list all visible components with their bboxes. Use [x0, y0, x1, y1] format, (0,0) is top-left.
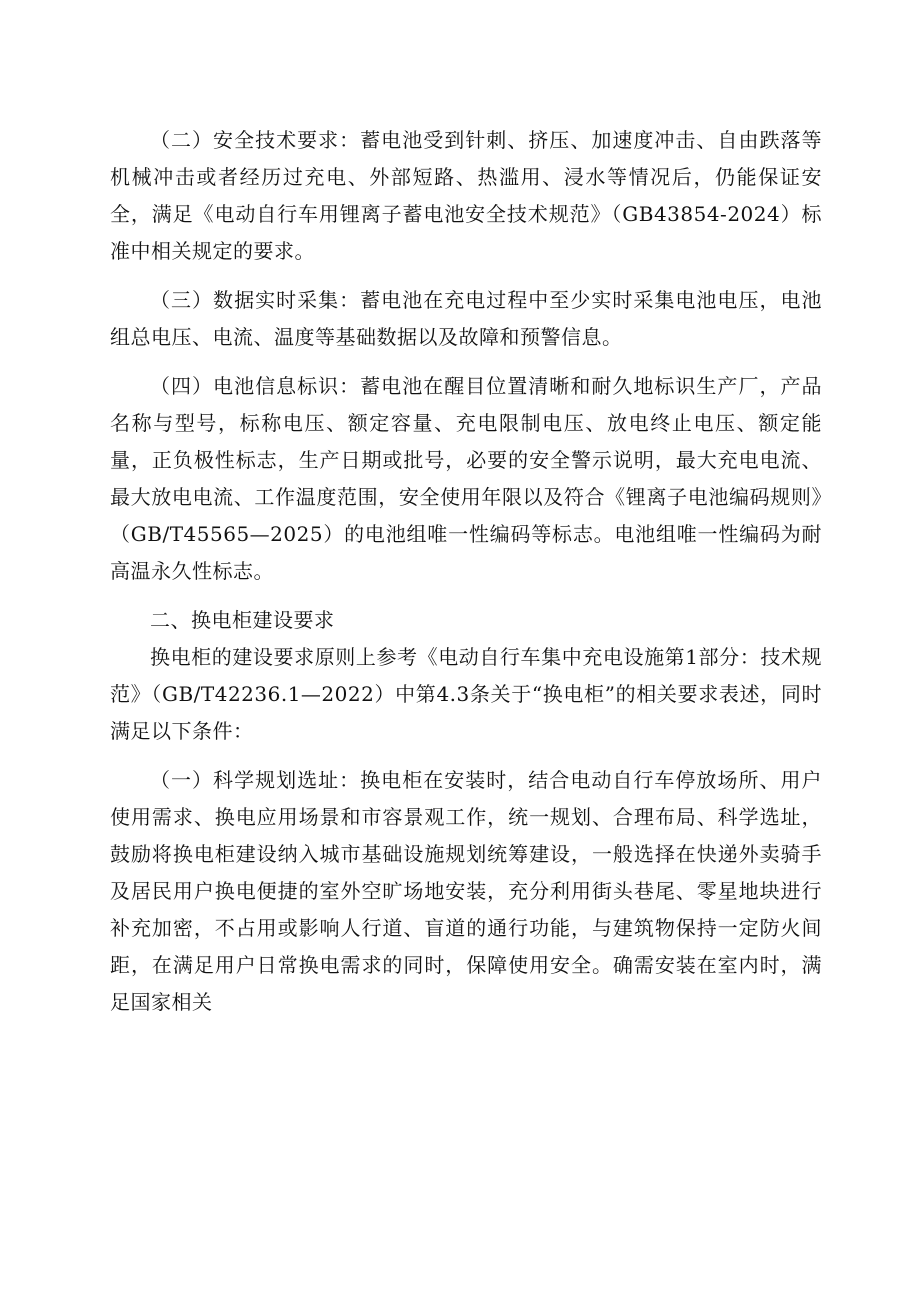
paragraph-safety-requirements: （二）安全技术要求：蓄电池受到针刺、挤压、加速度冲击、自由跌落等机械冲击或者经历过充电、外部短路、热滥用、浸水等情况后，仍能保证安全，满足《电动自行车用锂离子蓄电池安全技术规范》（GB43854-2024）标准中相关规定的要求。	[110, 128, 822, 263]
document-page	[110, 122, 822, 1021]
section-heading: 二、换电柜建设要求	[150, 608, 335, 632]
paragraph-site-planning: （一）科学规划选址：换电柜在安装时，结合电动自行车停放场所、用户使用需求、换电应用场景和市容景观工作，统一规划、合理布局、科学选址，鼓励将换电柜建设纳入城市基础设施规划统筹建设，一般选择在快递外卖骑手及居民用户换电便捷的室外空旷场地安装，充分利用街头巷尾、零星地块进行补充加密，不占用或影响人行道、盲道的通行功能，与建筑物保持一定防火间距，在满足用户日常换电需求的同时，保障使用安全。确需安装在室内时，满足国家相关	[110, 768, 822, 1014]
paragraph-realtime-data: （三）数据实时采集：蓄电池在充电过程中至少实时采集电池电压，电池组总电压、电流、温度等基础数据以及故障和预警信息。	[110, 288, 822, 349]
paragraph-battery-labeling: （四）电池信息标识：蓄电池在醒目位置清晰和耐久地标识生产厂，产品名称与型号，标称电压、额定容量、充电限制电压、放电终止电压、额定能量，正负极性标志，生产日期或批号，必要的安全警示说明，最大充电电流、最大放电电流、工作温度范围，安全使用年限以及符合《锂离子电池编码规则》（GB/T45565—2025）的电池组唯一性编码等标志。电池组唯一性编码为耐高温永久性标志。	[110, 374, 822, 583]
paragraph-cabinet-intro: 换电柜的建设要求原则上参考《电动自行车集中充电设施第1部分：技术规范》（GB/T42236.1—2022）中第4.3条关于“换电柜”的相关要求表述，同时满足以下条件：	[110, 645, 822, 743]
